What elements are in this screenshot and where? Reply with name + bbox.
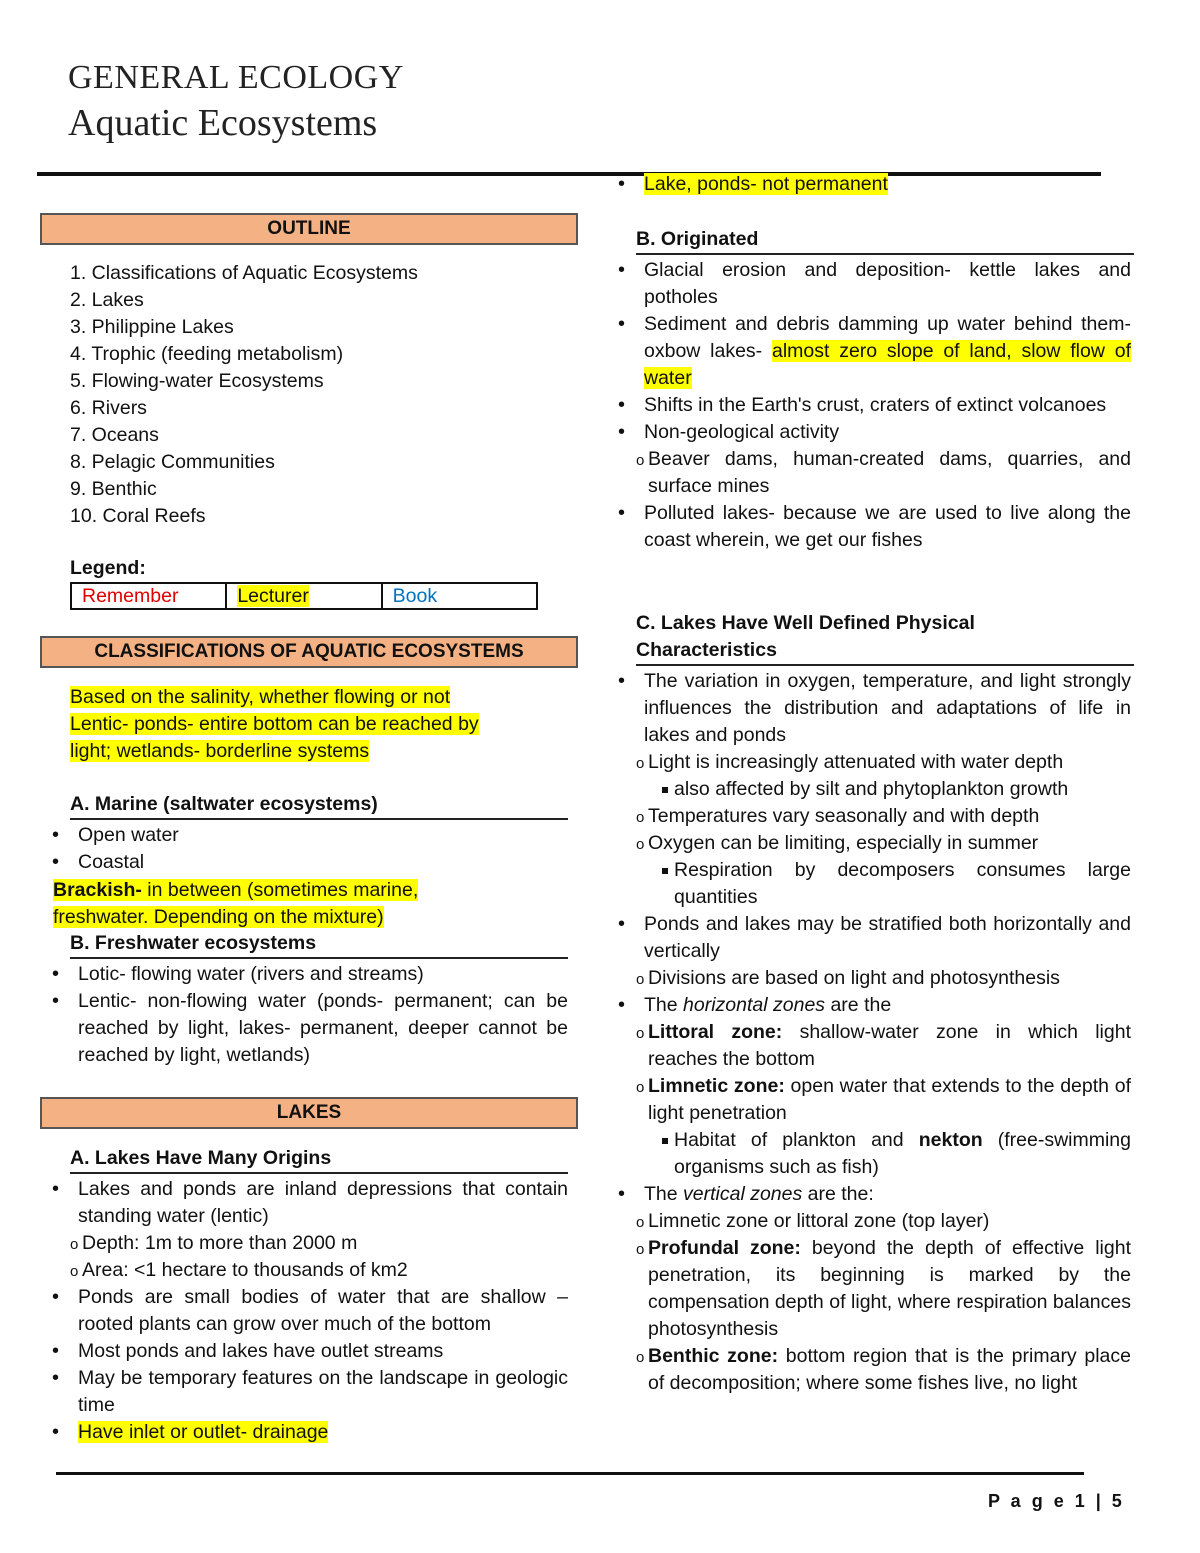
list-subitem: o Depth: 1m to more than 2000 m (40, 1230, 568, 1257)
list-item: • The horizontal zones are the (606, 992, 1131, 1019)
list-item: • Have inlet or outlet- drainage (40, 1419, 568, 1446)
origins-rule (70, 1172, 568, 1174)
top-item-list (606, 171, 1131, 198)
physical-rule (636, 664, 1134, 666)
list-item: • Lentic- non-flowing water (ponds- permanent; can be reached by light, lakes- permanent, deeper cannot be reached by light, wetlands) (40, 988, 568, 1069)
legend-lecturer: Lecturer (227, 584, 382, 608)
originated-rule (636, 253, 1134, 255)
list-item: • Sediment and debris damming up water behind them- oxbow lakes- almost zero slope of land, slow flow of water (606, 311, 1131, 392)
list-item: • Non-geological activity (606, 419, 1131, 446)
list-item: • Ponds and lakes may be stratified both horizontally and vertically (606, 911, 1131, 965)
list-subitem: o Oxygen can be limiting, especially in summer (606, 830, 1131, 857)
outline-item: 10. Coral Reefs (70, 505, 206, 527)
list-subitem: o Limnetic zone or littoral zone (top layer) (606, 1208, 1131, 1235)
list-item: • Coastal (40, 849, 568, 876)
outline-item: 5. Flowing-water Ecosystems (70, 370, 324, 392)
list-item: • Polluted lakes- because we are used to live along the coast wherein, we get our fishes (606, 500, 1131, 554)
list-subitem: o Light is increasingly attenuated with water depth (606, 749, 1131, 776)
footer-divider (56, 1472, 1084, 1475)
list-subitem: o Divisions are based on light and photosynthesis (606, 965, 1131, 992)
brackish-note: Brackish- in between (sometimes marine, freshwater. Depending on the mixture) (53, 879, 419, 928)
list-subitem: o Littoral zone: shallow-water zone in which light reaches the bottom (606, 1019, 1131, 1073)
list-subsubitem: also affected by silt and phytoplankton growth (606, 776, 1131, 803)
freshwater-title: B. Freshwater ecosystems (70, 932, 317, 954)
outline-item: 6. Rivers (70, 397, 147, 419)
freshwater-rule (70, 957, 568, 959)
outline-item: 2. Lakes (70, 289, 144, 311)
classifications-header: CLASSIFICATIONS OF AQUATIC ECOSYSTEMS (40, 636, 578, 668)
topic-title: Aquatic Ecosystems (68, 102, 378, 144)
list-item: • Ponds are small bodies of water that are shallow – rooted plants can grow over much of the bottom (40, 1284, 568, 1338)
list-subitem: o Benthic zone: bottom region that is the primary place of decomposition; where some fishes live, no light (606, 1343, 1131, 1397)
list-subitem: o Area: <1 hectare to thousands of km2 (40, 1257, 568, 1284)
outline-item: 8. Pelagic Communities (70, 451, 275, 473)
list-item: • The vertical zones are the: (606, 1181, 1131, 1208)
legend-label: Legend: (70, 557, 146, 579)
legend-remember: Remember (72, 584, 227, 608)
list-item: • Open water (40, 822, 568, 849)
list-item: • Lake, ponds- not permanent (606, 171, 1131, 198)
outline-item: 3. Philippine Lakes (70, 316, 234, 338)
physical-list (606, 668, 1131, 1397)
marine-list (40, 822, 568, 876)
origins-title: A. Lakes Have Many Origins (70, 1147, 332, 1169)
list-subitem: o Limnetic zone: open water that extends to the depth of light penetration (606, 1073, 1131, 1127)
physical-title: C. Lakes Have Well Defined Physical (636, 612, 975, 634)
list-item: • The variation in oxygen, temperature, and light strongly influences the distribution and adaptations of life in lakes and ponds (606, 668, 1131, 749)
list-item: • Glacial erosion and deposition- kettle lakes and potholes (606, 257, 1131, 311)
outline-item: 9. Benthic (70, 478, 157, 500)
physical-title-2: Characteristics (636, 639, 777, 661)
outline-item: 1. Classifications of Aquatic Ecosystems (70, 262, 418, 284)
originated-title: B. Originated (636, 228, 759, 250)
marine-title: A. Marine (saltwater ecosystems) (70, 793, 378, 815)
classifications-intro: Based on the salinity, whether flowing or not Lentic- ponds- entire bottom can be reached by light; wetlands- borderline systems (70, 686, 479, 762)
origins-list (40, 1176, 568, 1446)
list-subitem: o Temperatures vary seasonally and with depth (606, 803, 1131, 830)
lakes-header: LAKES (40, 1097, 578, 1129)
list-item: • Most ponds and lakes have outlet streams (40, 1338, 568, 1365)
freshwater-list (40, 961, 568, 1069)
originated-list (606, 257, 1131, 554)
list-subsubitem: Respiration by decomposers consumes large quantities (606, 857, 1131, 911)
legend-book: Book (392, 585, 438, 607)
list-item: • May be temporary features on the landscape in geologic time (40, 1365, 568, 1419)
outline-header: OUTLINE (40, 213, 578, 245)
list-subitem: o Beaver dams, human-created dams, quarries, and surface mines (606, 446, 1131, 500)
list-subsubitem: Habitat of plankton and nekton (free-swimming organisms such as fish) (606, 1127, 1131, 1181)
outline-item: 7. Oceans (70, 424, 159, 446)
marine-rule (70, 818, 568, 820)
outline-list (70, 260, 418, 530)
legend-table (70, 582, 538, 610)
outline-item: 4. Trophic (feeding metabolism) (70, 343, 344, 365)
course-title: GENERAL ECOLOGY (68, 59, 404, 96)
list-item: • Shifts in the Earth's crust, craters of extinct volcanoes (606, 392, 1131, 419)
list-subitem: o Profundal zone: beyond the depth of effective light penetration, its beginning is marked by the compensation depth of light, where respiration balances photosynthesis (606, 1235, 1131, 1343)
page-number: P a g e 1 | 5 (988, 1491, 1125, 1511)
list-item: • Lakes and ponds are inland depressions that contain standing water (lentic) (40, 1176, 568, 1230)
list-item: • Lotic- flowing water (rivers and streams) (40, 961, 568, 988)
